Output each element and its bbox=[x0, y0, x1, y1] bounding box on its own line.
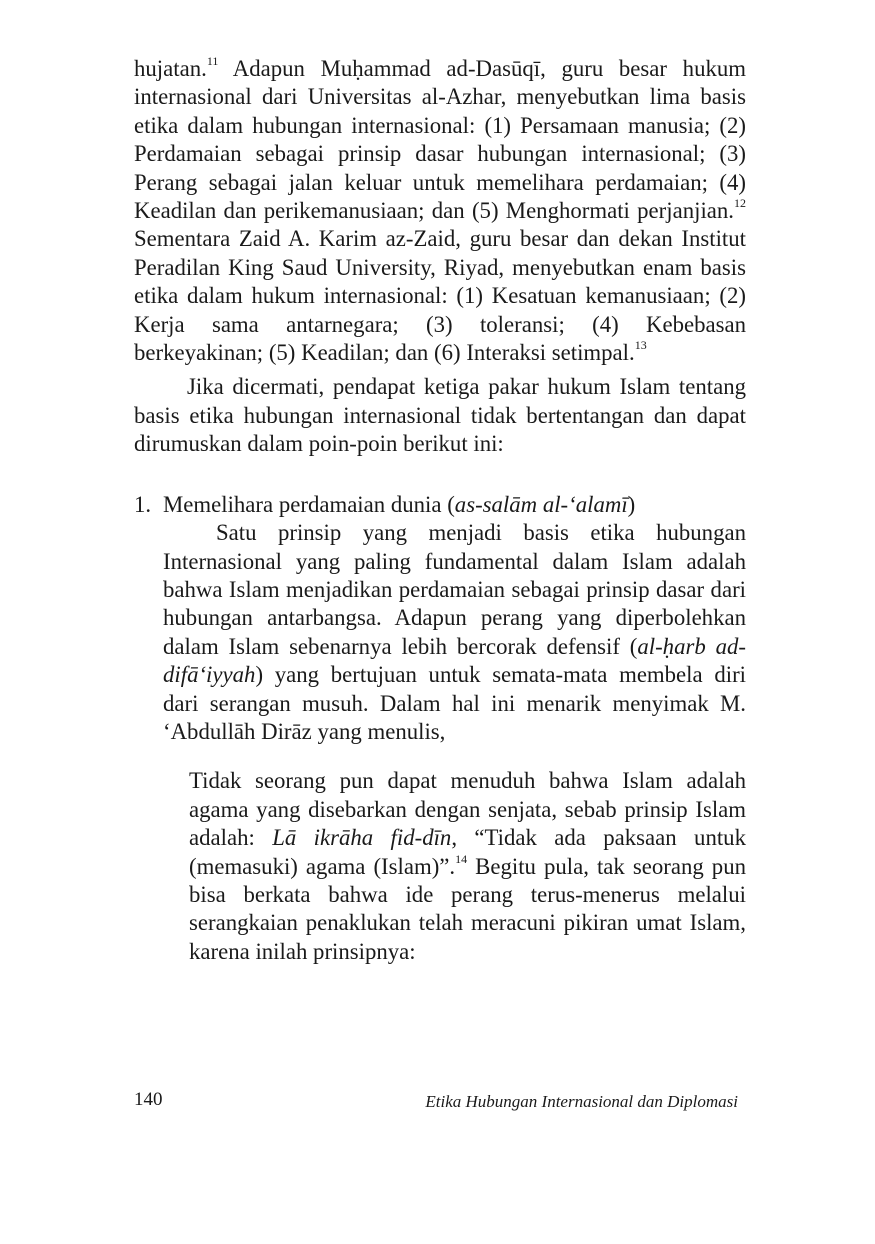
paragraph-1-text-b: Adapun Muḥammad ad-Dasūqī, guru besar hukum internasional dari Universitas al-Azhar, menyebutkan lima basis etika dalam hubungan internasional: (1) Persamaan manusia; (2) Perdamaian sebagai prinsip dasar hubungan internasional; (3) Perang sebagai jalan keluar untuk memelihara perdamaian; (4) Keadilan dan perikemanusiaan; dan (5) Menghormati perjanjian. bbox=[134, 56, 746, 224]
footnote-ref-13[interactable]: 13 bbox=[634, 338, 647, 353]
list-item-1-body-text-a: Satu prinsip yang menjadi basis etika hubungan Internasional yang paling fundamental dalam Islam adalah bahwa Islam menjadikan perdamaian sebagai prinsip dasar dari hubungan antarbangsa. Adapun perang yang diperbolehkan dalam Islam sebenarnya lebih bercorak defensif ( bbox=[163, 520, 746, 659]
running-title: Etika Hubungan Internasional dan Diplomasi bbox=[425, 1092, 738, 1111]
footnote-ref-14[interactable]: 14 bbox=[455, 851, 468, 866]
page-number: 140 bbox=[134, 1089, 163, 1110]
list-item-1-number: 1. bbox=[134, 491, 152, 517]
block-quote-text-b: , “Tidak ada paksaan untuk (memasuki) agama (Islam)”. bbox=[189, 825, 746, 879]
block-quote-text-a: Tidak seorang pun dapat menuduh bahwa Islam adalah agama yang disebarkan dengan senjata, sebab prinsip Islam adalah: bbox=[189, 768, 746, 851]
page-body bbox=[134, 55, 746, 966]
paragraph-1-text-a: hujatan. bbox=[134, 56, 207, 81]
list-item-1 bbox=[134, 491, 746, 967]
paragraph-2: Jika dicermati, pendapat ketiga pakar hukum Islam tentang basis etika hubungan internasional tidak bertentangan dan dapat dirumuskan dalam poin-poin berikut ini: bbox=[134, 374, 746, 457]
list-item-1-body-italic: al-ḥarb ad-difā‘iyyah bbox=[163, 633, 746, 688]
list-item-1-heading-text: Memelihara perdamaian dunia ( bbox=[163, 491, 455, 517]
footnote-ref-12[interactable]: 12 bbox=[734, 196, 746, 211]
list-item-1-heading-italic: as-salām al-‘alamī bbox=[454, 491, 628, 517]
list-item-1-heading bbox=[134, 491, 746, 519]
list-item-1-paragraph bbox=[163, 519, 746, 746]
list-item-1-body-text-b: ) yang bertujuan untuk semata-mata membela diri dari serangan musuh. Dalam hal ini menarik menyimak M. ‘Abdullāh Dirāz yang menulis, bbox=[163, 662, 746, 744]
list-item-1-heading-close: ) bbox=[627, 491, 636, 517]
block-quote-italic: Lā ikrāha fid-dīn bbox=[272, 825, 452, 851]
block-quote bbox=[189, 767, 746, 966]
block-quote-text-c: Begitu pula, tak seorang pun bisa berkata bahwa ide perang terus-menerus melalui serangkaian penaklukan telah meracuni pikiran umat Islam, karena inilah prinsipnya: bbox=[189, 853, 746, 964]
footnote-ref-11[interactable]: 11 bbox=[206, 54, 219, 69]
paragraph-1 bbox=[134, 55, 746, 367]
block-quote-paragraph bbox=[189, 767, 746, 966]
list-item-1-body bbox=[163, 519, 746, 966]
paragraph-1-text-c: Sementara Zaid A. Karim az-Zaid, guru besar dan dekan Institut Peradilan King Saud University, Riyad, menyebutkan enam basis etika dalam hukum internasional: (1) Kesatuan kemanusiaan; (2) Kerja sama antarnegara; (3) toleransi; (4) Kebebasan berkeyakinan; (5) Keadilan; dan (6) Interaksi setimpal. bbox=[134, 226, 746, 366]
